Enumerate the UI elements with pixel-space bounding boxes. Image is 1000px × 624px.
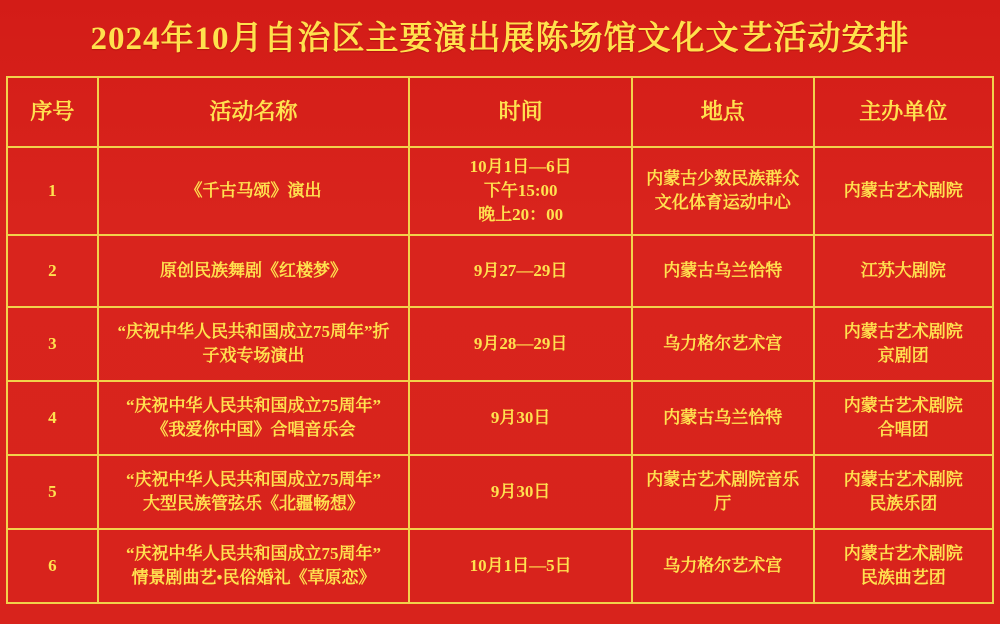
cell-time	[409, 529, 632, 603]
cell-place-line: 文化体育运动中心	[654, 192, 791, 212]
cell-name	[98, 381, 410, 455]
cell-time-line: 10月1日—6日	[469, 156, 572, 176]
cell-place-line: 内蒙古少数民族群众	[646, 168, 800, 188]
cell-place-line: 内蒙古艺术剧院音乐	[646, 469, 800, 489]
cell-no: 2	[7, 235, 98, 307]
cell-org	[814, 147, 993, 235]
cell-no: 1	[7, 147, 98, 235]
cell-no: 4	[7, 381, 98, 455]
table-row	[7, 455, 993, 529]
cell-org-line: 江苏大剧院	[860, 260, 946, 280]
cell-time-line: 下午15:00	[483, 180, 558, 200]
cell-place-line: 内蒙古乌兰恰特	[663, 407, 783, 427]
cell-name-line: “庆祝中华人民共和国成立75周年”	[125, 543, 381, 563]
cell-time-line: 10月1日—5日	[469, 555, 572, 575]
cell-name-line: 《千古马颂》演出	[185, 180, 322, 200]
cell-place	[632, 529, 813, 603]
cell-time-line: 9月28—29日	[473, 333, 568, 353]
table-row	[7, 147, 993, 235]
column-header-org: 主办单位	[814, 77, 993, 147]
cell-no: 3	[7, 307, 98, 381]
column-header-no: 序号	[7, 77, 98, 147]
cell-org-line: 民族曲艺团	[860, 567, 946, 587]
cell-name-line: 《我爱你中国》合唱音乐会	[151, 419, 356, 439]
cell-name	[98, 455, 410, 529]
cell-org-line: 京剧团	[877, 345, 929, 365]
cell-place	[632, 307, 813, 381]
cell-time	[409, 381, 632, 455]
table-row	[7, 529, 993, 603]
cell-name	[98, 235, 410, 307]
cell-place-line: 内蒙古乌兰恰特	[663, 260, 783, 280]
cell-name-line: “庆祝中华人民共和国成立75周年”	[125, 469, 381, 489]
cell-no: 6	[7, 529, 98, 603]
cell-org	[814, 307, 993, 381]
table-row	[7, 235, 993, 307]
column-header-time: 时间	[409, 77, 632, 147]
cell-name-line: “庆祝中华人民共和国成立75周年”	[125, 395, 381, 415]
cell-time-line: 9月30日	[490, 481, 551, 501]
cell-place	[632, 147, 813, 235]
column-header-place: 地点	[632, 77, 813, 147]
cell-place	[632, 381, 813, 455]
cell-place-line: 乌力格尔艺术宫	[663, 555, 783, 575]
cell-org-line: 内蒙古艺术剧院	[843, 321, 963, 341]
table-header	[7, 77, 993, 147]
cell-org-line: 内蒙古艺术剧院	[843, 543, 963, 563]
cell-time-line: 9月27—29日	[473, 260, 568, 280]
cell-name	[98, 529, 410, 603]
cell-org-line: 内蒙古艺术剧院	[843, 180, 963, 200]
cell-time-line: 晚上20：00	[478, 204, 564, 224]
cell-org-line: 民族乐团	[869, 493, 938, 513]
cell-org	[814, 381, 993, 455]
column-header-name: 活动名称	[98, 77, 410, 147]
cell-name	[98, 147, 410, 235]
cell-time-line: 9月30日	[490, 407, 551, 427]
cell-name	[98, 307, 410, 381]
table-header-row	[7, 77, 993, 147]
cell-time	[409, 307, 632, 381]
table-body	[7, 147, 993, 603]
cell-org-line: 合唱团	[877, 419, 929, 439]
table-row	[7, 307, 993, 381]
schedule-table	[6, 76, 994, 604]
table-row	[7, 381, 993, 455]
cell-name-line: “庆祝中华人民共和国成立75周年”折	[117, 321, 390, 341]
cell-time	[409, 455, 632, 529]
cell-place	[632, 235, 813, 307]
cell-name-line: 大型民族管弦乐《北疆畅想》	[142, 493, 364, 513]
cell-org	[814, 235, 993, 307]
cell-name-line: 子戏专场演出	[202, 345, 305, 365]
cell-org	[814, 529, 993, 603]
cell-no: 5	[7, 455, 98, 529]
cell-time	[409, 235, 632, 307]
cell-place	[632, 455, 813, 529]
cell-name-line: 情景剧曲艺•民俗婚礼《草原恋》	[131, 567, 376, 587]
cell-org-line: 内蒙古艺术剧院	[843, 469, 963, 489]
cell-place-line: 乌力格尔艺术宫	[663, 333, 783, 353]
cell-org	[814, 455, 993, 529]
schedule-table-wrapper	[0, 76, 1000, 604]
cell-place-line: 厅	[714, 493, 732, 513]
cell-org-line: 内蒙古艺术剧院	[843, 395, 963, 415]
page-title: 2024年10月自治区主要演出展陈场馆文化文艺活动安排	[90, 21, 910, 57]
cell-name-line: 原创民族舞剧《红楼梦》	[159, 260, 347, 280]
cell-time	[409, 147, 632, 235]
